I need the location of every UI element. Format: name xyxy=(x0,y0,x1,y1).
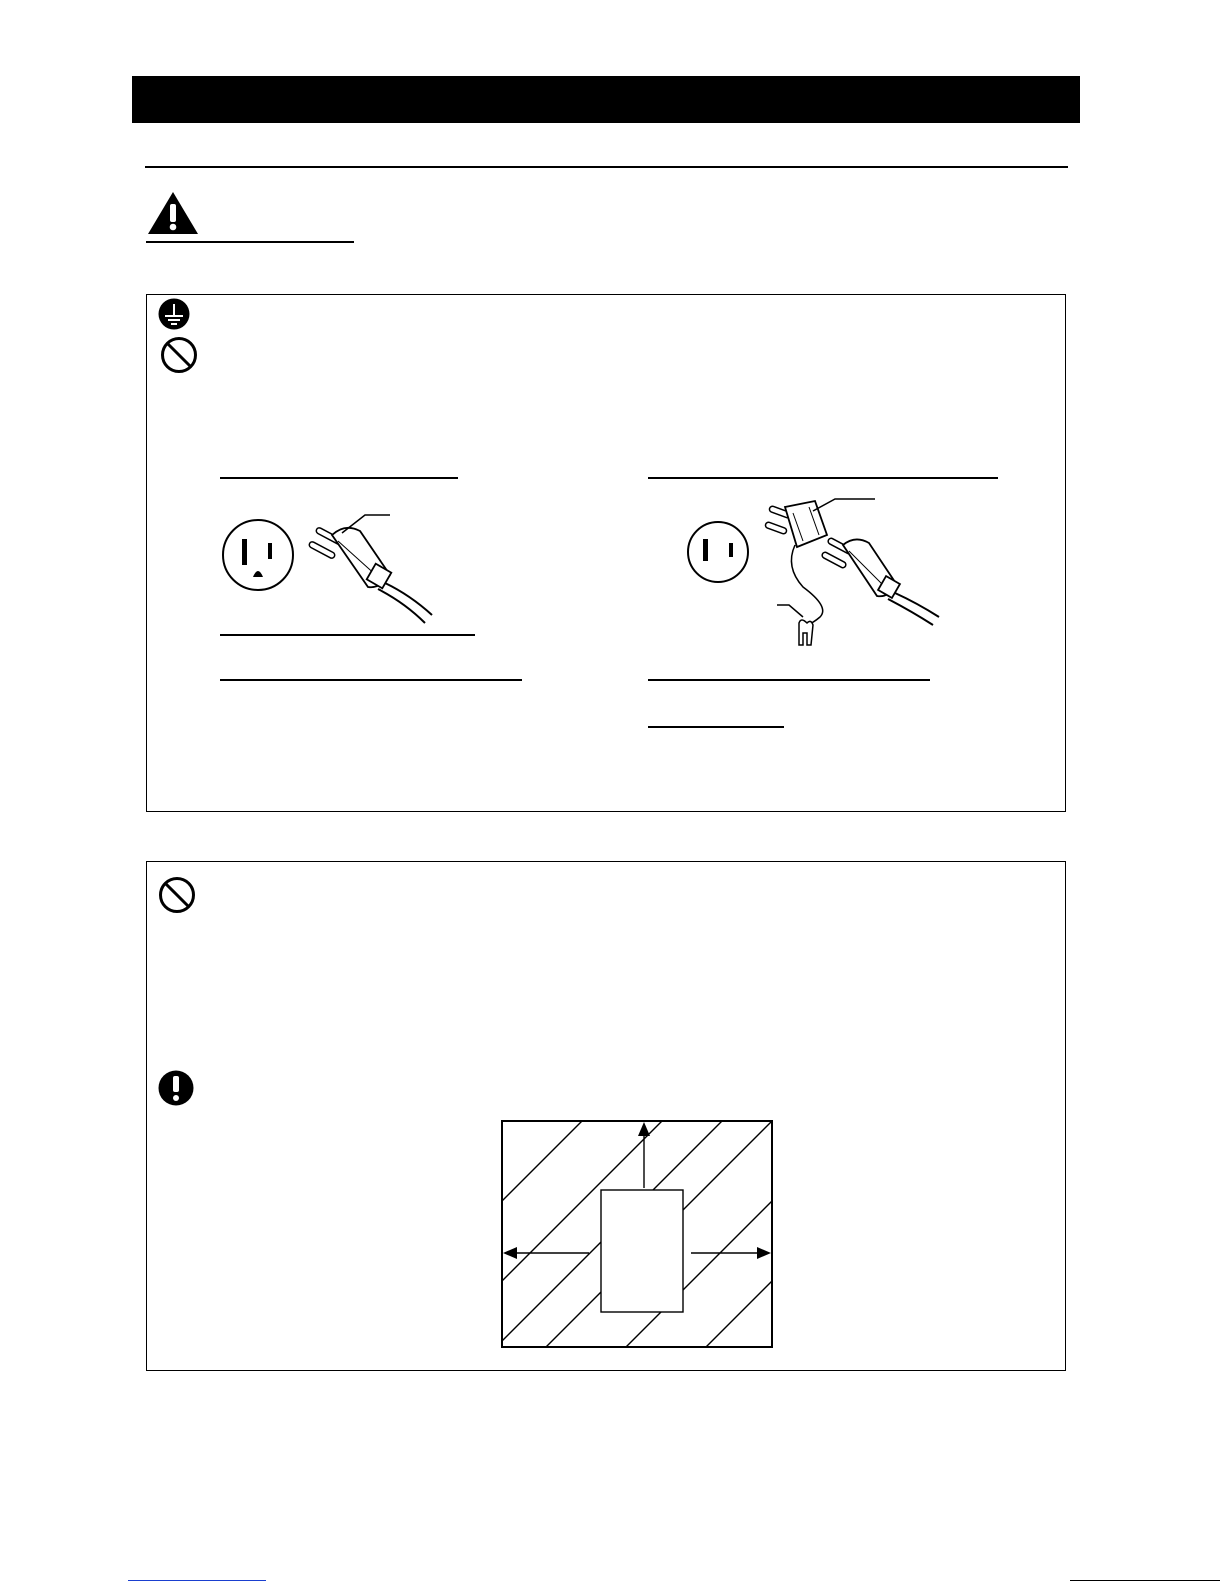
three-prong-caption-line-1 xyxy=(220,634,475,636)
footer-link-rule[interactable] xyxy=(128,1580,266,1581)
prohibited-icon xyxy=(160,336,198,374)
warning-underline xyxy=(146,241,354,243)
adapter-caption-line-2 xyxy=(648,726,784,728)
clearance-diagram xyxy=(501,1120,773,1348)
footer-rule xyxy=(1070,1580,1220,1581)
header-rule xyxy=(145,166,1068,168)
three-prong-caption-line-2 xyxy=(220,679,522,681)
ground-symbol-icon xyxy=(158,298,190,330)
adapter-outlet-illustration xyxy=(685,495,945,655)
adapter-caption-line-1 xyxy=(648,679,930,681)
adapter-heading-underline xyxy=(648,477,998,479)
header-bar xyxy=(132,76,1080,123)
mandatory-exclamation-icon xyxy=(158,1070,194,1106)
three-prong-heading-underline xyxy=(220,477,458,479)
prohibited-icon xyxy=(158,876,196,914)
warning-triangle-icon xyxy=(146,190,200,236)
grounded-outlet-illustration xyxy=(220,505,440,625)
